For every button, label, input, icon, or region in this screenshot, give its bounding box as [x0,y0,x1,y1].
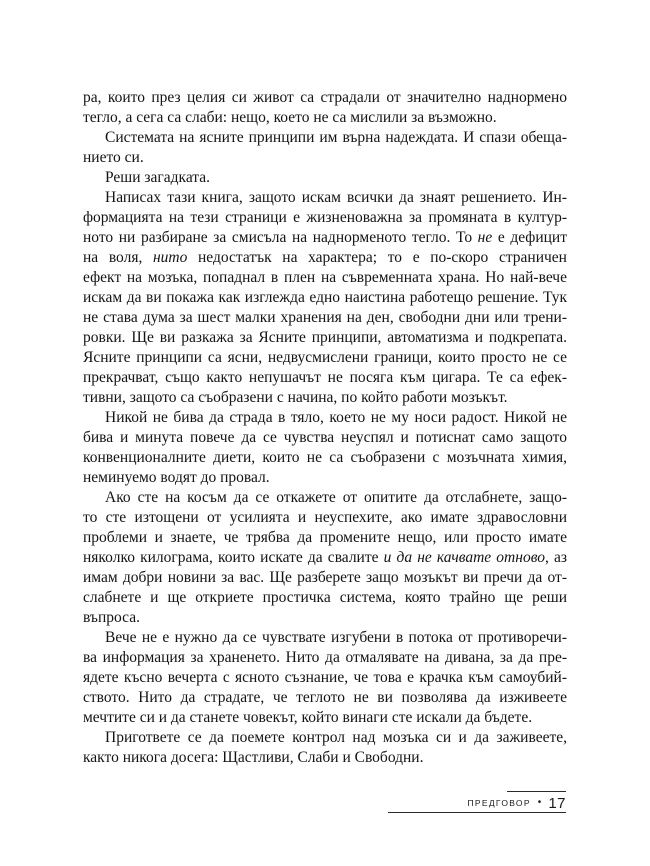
text-line: мечтите си и да станете човекът, който винаги сте искали да бъдете. [83,709,533,726]
footer-long-rule [388,812,566,813]
text-line: прекрачват, също както непушачът не посяга към цигара. Те са ефек- [83,369,567,386]
text-line: Ако сте на косъм да се откажете от опитите да отслабнете, защо- [105,489,567,506]
text-line: бива и минута повече да се чувства неуспял и потиснат само защото [83,429,567,446]
paragraph [83,628,567,728]
paragraph [83,88,567,128]
paragraph [83,488,567,628]
text-line: неминуемо водят до провал. [83,469,270,486]
paragraph [83,188,567,408]
text-line: ва информация за храненето. Нито да отмалявате на дивана, за да пре- [83,649,567,666]
text-line: ра, които през целия си живот са страдали от значително наднормено [83,89,567,106]
text-line: ядете късно вечерта с ясното съзнание, че това е крачка към самоубий- [83,669,567,686]
text-line: както никога досега: Щастливи, Слаби и Свободни. [83,749,424,766]
footer-short-rule [507,791,566,792]
text-line: искам да ви покажа как изглежда едно наистина работещо решение. Тук [83,289,567,306]
text-line: проблеми и знаете, че трябва да промените нещо, или просто имате [83,529,567,546]
text-line: Пригответе се да поемете контрол над мозъка си и да заживеете, [105,729,567,746]
text-line: ровки. Ще ви разкажа за Ясните принципи, автоматизма и подкрепата. [83,329,567,346]
page-text [83,88,567,768]
text-line: Написах тази книга, защото искам всички да знаят решението. Ин- [105,189,567,206]
text-line: няколко килограма, които искате да свалите и да не качвате отново, аз [83,549,567,566]
text-line: конвенционалните диети, които не са съобразени с мозъчната химия, [83,449,567,466]
text-line: формацията на тези страници е жизненоважна за промяната в култур- [83,209,567,226]
text-line: Реши загадката. [105,169,211,186]
text-line: на воля, нито недостатък на характера; то е по-скоро страничен [83,249,567,266]
text-line: тегло, а сега са слаби: нещо, което не са мислили за възможно. [83,109,497,126]
text-line: нието си. [83,149,144,166]
text-line: тивни, защото са съобразени с начина, по който работи мозъкът. [83,389,508,406]
text-line: въпроса. [83,609,140,626]
text-line: Никой не бива да страда в тяло, което не му носи радост. Никой не [105,409,567,426]
page-footer [467,794,566,812]
text-line: ефект на мозъка, попаднал в плен на съвременната храна. Но най-вече [83,269,567,286]
paragraph [83,728,567,768]
text-line: то сте изтощени от усилията и неуспехите, ако имате здравословни [83,509,567,526]
footer-bullet-icon: • [537,797,542,808]
text-line: ството. Нито да страдате, че теглото не ви позволява да изживеете [83,689,567,706]
text-line: слабнете и ще откриете простичка система, която трайно ще реши [83,589,567,606]
paragraph [83,408,567,488]
text-line: имам добри новини за вас. Ще разберете защо мозъкът ви пречи да от- [83,569,567,586]
paragraph [83,128,567,168]
text-line: ното ни разбиране за смисъла на наднорменото тегло. То не е дефицит [83,229,567,246]
footer-section-label: ПРЕДГОВОР [467,798,531,808]
paragraph [83,168,567,188]
text-line: Ясните принципи са ясни, недвусмислени граници, които просто не се [83,349,567,366]
text-line: Вече не е нужно да се чувствате изгубени в потока от противоречи- [105,629,567,646]
text-line: Системата на ясните принципи им върна надеждата. И спази обеща- [105,129,567,146]
footer-page-number: 17 [548,794,566,812]
text-line: не става дума за шест малки хранения на ден, свободни дни или трени- [83,309,567,326]
